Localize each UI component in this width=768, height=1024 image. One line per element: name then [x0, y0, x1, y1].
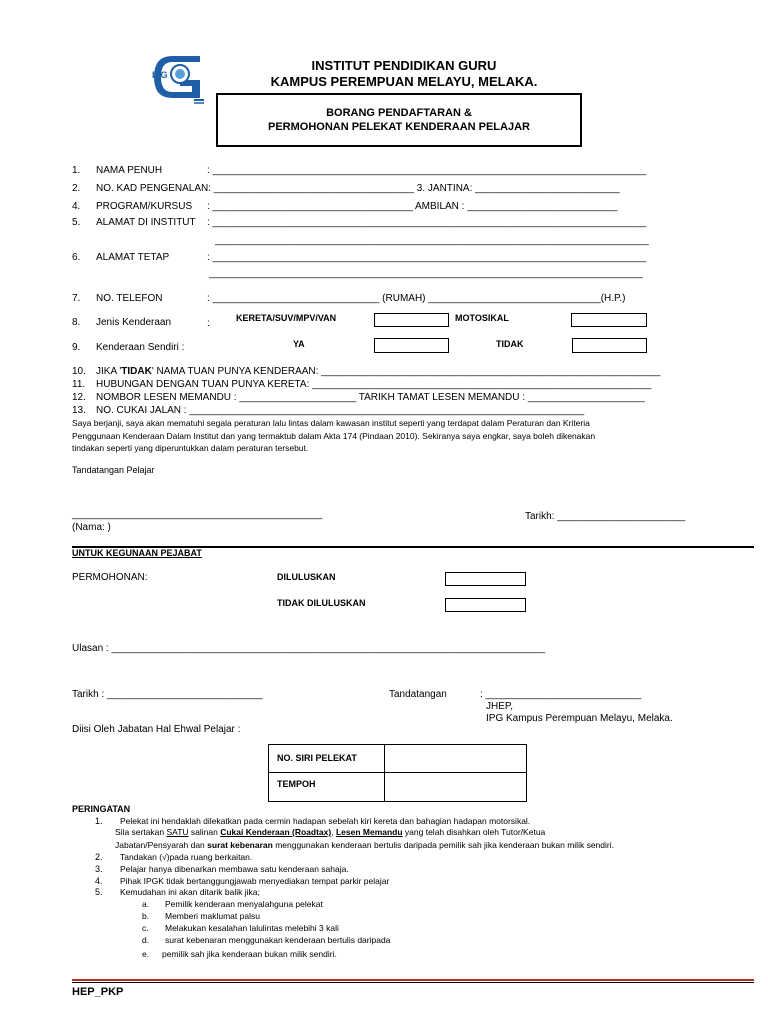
field-program-label: PROGRAM/KURSUS — [96, 201, 193, 212]
checkbox-yes[interactable] — [374, 338, 449, 353]
n1-c: , — [331, 827, 336, 837]
field-name-label: NAMA PENUH — [96, 165, 163, 176]
footer-rule-black — [72, 982, 754, 983]
rejected-label: TIDAK DILULUSKAN — [277, 598, 366, 608]
institute-name: INSTITUT PENDIDIKAN GURU — [311, 58, 497, 73]
field-owner-name-line[interactable] — [96, 366, 660, 377]
n1-f: menggunakan kenderaan bertulis daripada pemilik sah jika kenderaan bukan milik sendiri. — [272, 840, 614, 850]
note-1-num: 1. — [95, 816, 103, 826]
form-title-line2: PERMOHONAN PELEKAT KENDERAAN PELAJAR — [268, 121, 530, 133]
note-5a-letter: a. — [142, 899, 150, 909]
office-signature-line[interactable]: : ____________________________ — [480, 689, 642, 700]
sticker-serial-value[interactable] — [386, 747, 522, 771]
signature-line[interactable]: _____________________________________________ — [72, 509, 323, 520]
note-5e-letter: e. — [142, 949, 150, 959]
n1-surat: surat kebenaran — [207, 840, 273, 850]
field-name-input[interactable]: : ______________________________________________________________________________ — [207, 165, 647, 176]
note-5-num: 5. — [95, 887, 103, 897]
field-institute-address-input[interactable]: : ______________________________________________________________________________ — [207, 217, 647, 228]
office-signature-label: Tandatangan — [389, 689, 447, 700]
field-9-num: 9. — [72, 342, 81, 353]
note-3: Pelajar hanya dibenarkan membawa satu kenderaan sahaja. — [120, 864, 349, 874]
field-owner-relation-line[interactable]: HUBUNGAN DENGAN TUAN PUNYA KERETA: _____________________________________________________________ — [96, 379, 652, 390]
office-heading: UNTUK KEGUNAAN PEJABAT — [72, 548, 202, 558]
owner-pre: JIKA ' — [96, 366, 122, 377]
n1-lesen: Lesen Memandu — [335, 827, 403, 837]
declaration-line-1: Saya berjanji, saya akan mematuhi segala peraturan lalu lintas dalam kawasan institut seperti yang terdapat dalam Peraturan dan Kriteria — [72, 418, 590, 428]
approved-label: DILULUSKAN — [277, 572, 336, 582]
declaration-line-3: tindakan seperti yang diperuntukkan dalam peraturan tersebut. — [72, 443, 309, 453]
note-3-num: 3. — [95, 864, 103, 874]
note-5d-letter: d. — [142, 935, 150, 945]
field-permanent-address-input[interactable]: : ______________________________________________________________________________ — [207, 252, 647, 263]
field-2-num: 2. — [72, 183, 81, 194]
field-vehicle-type-label: Jenis Kenderaan — [96, 317, 172, 328]
declaration-line-2: Penggunaan Kenderaan Dalam Institut dan yang termaktub dalam Akta 174 (Pindaan 2010). Sekiranya saya engkar, saya boleh dikenakan — [72, 431, 596, 441]
field-institute-address-label: ALAMAT DI INSTITUT — [96, 217, 196, 228]
checkbox-no[interactable] — [572, 338, 647, 353]
sticker-table — [268, 744, 527, 802]
field-4-num: 4. — [72, 201, 81, 212]
note-5b: Memberi maklumat palsu — [165, 911, 260, 921]
application-label: PERMOHONAN: — [72, 572, 148, 583]
note-2-num: 2. — [95, 852, 103, 862]
remarks-line[interactable]: Ulasan : ______________________________________________________________________________ — [72, 643, 546, 654]
signature-label: Tandatangan Pelajar — [72, 465, 155, 475]
note-4-num: 4. — [95, 876, 103, 886]
field-institute-address-input-2[interactable]: ______________________________________________________________________________ — [215, 235, 649, 246]
field-vehicle-type-colon: : — [207, 318, 210, 329]
checkbox-approved[interactable] — [445, 572, 526, 586]
field-phone-label: NO. TELEFON — [96, 293, 163, 304]
field-permanent-address-input-2[interactable]: ______________________________________________________________________________ — [209, 268, 643, 279]
note-2: Tandakan (√)pada ruang berkaitan. — [120, 852, 253, 862]
n1-cukai: Cukai Kenderaan (Roadtax) — [220, 827, 332, 837]
field-ic-gender-line[interactable]: NO. KAD PENGENALAN: ____________________________________ 3. JANTINA: __________________________ — [96, 183, 620, 194]
option-yes: YA — [293, 339, 305, 349]
notes-heading: PERINGATAN — [72, 804, 131, 814]
filled-by-label: Diisi Oleh Jabatan Hal Ehwal Pelajar : — [72, 724, 241, 735]
note-1-line1: Pelekat ini hendaklah dilekatkan pada cermin hadapan sebelah kiri kereta dan bahagian hadapan motorsikal. — [120, 816, 531, 826]
form-title-box — [216, 93, 582, 147]
field-10-num: 10. — [72, 366, 86, 377]
note-5c-letter: c. — [142, 923, 149, 933]
owner-tidak: TIDAK — [121, 366, 152, 377]
field-7-num: 7. — [72, 293, 81, 304]
field-own-vehicle-label: Kenderaan Sendiri : — [96, 342, 185, 353]
field-12-num: 12. — [72, 392, 86, 403]
field-program-input[interactable]: : ____________________________________ AMBILAN : ___________________________ — [207, 201, 618, 212]
note-4: Pihak IPGK tidak bertanggungjawab menyediakan tempat parkir pelajar — [120, 876, 390, 886]
sticker-table-hline — [269, 772, 526, 773]
field-6-num: 6. — [72, 252, 81, 263]
field-5-num: 5. — [72, 217, 81, 228]
signature-date[interactable]: Tarikh: _______________________ — [525, 511, 686, 522]
note-1-line3 — [115, 840, 614, 850]
checkbox-motorcycle[interactable] — [571, 313, 647, 327]
note-5c: Melakukan kesalahan lalulintas melebihi 3 kali — [165, 923, 339, 933]
n1-e: Jabatan/Pensyarah dan — [115, 840, 208, 850]
n1-b: salinan — [188, 827, 221, 837]
field-license-line[interactable]: NOMBOR LESEN MEMANDU : _____________________ TARIKH TAMAT LESEN MEMANDU : _____________________ — [96, 392, 645, 403]
note-5e: pemilik sah jika kenderaan bukan milik sendiri. — [162, 949, 337, 959]
field-phone-input[interactable]: : ______________________________ (RUMAH) _______________________________(H.P.) — [207, 293, 626, 304]
sticker-period-label: TEMPOH — [277, 779, 316, 789]
field-11-num: 11. — [72, 379, 86, 390]
field-roadtax-line[interactable]: NO. CUKAI JALAN : _______________________________________________________________________ — [96, 405, 585, 416]
note-5: Kemudahan ini akan ditarik balik jika; — [120, 887, 260, 897]
n1-d: yang telah disahkan oleh Tutor/Ketua — [402, 827, 546, 837]
note-5b-letter: b. — [142, 911, 150, 921]
field-13-num: 13. — [72, 405, 86, 416]
note-5a: Pemilik kenderaan menyalahguna pelekat — [165, 899, 323, 909]
note-1-line2 — [115, 827, 545, 837]
signature-name[interactable]: (Nama: ) — [72, 522, 111, 533]
form-title-line1: BORANG PENDAFTARAN & — [326, 107, 472, 119]
footer-rule-red — [72, 979, 754, 981]
checkbox-car[interactable] — [374, 313, 449, 327]
jhep-label: JHEP, — [486, 701, 514, 712]
office-date-line[interactable]: Tarikh : ____________________________ — [72, 689, 263, 700]
field-8-num: 8. — [72, 317, 81, 328]
n1-a: Sila sertakan — [115, 827, 167, 837]
footer-code: HEP_PKP — [72, 986, 124, 998]
field-1-num: 1. — [72, 165, 81, 176]
option-car: KERETA/SUV/MPV/VAN — [236, 313, 337, 323]
sticker-period-value[interactable] — [386, 774, 522, 799]
field-permanent-address-label: ALAMAT TETAP — [96, 252, 170, 263]
checkbox-rejected[interactable] — [445, 598, 526, 612]
logo-text: IPG — [152, 70, 168, 80]
note-5d: surat kebenaran menggunakan kenderaan bertulis daripada — [165, 935, 391, 945]
n1-satu: SATU — [166, 827, 189, 837]
jhep-place: IPG Kampus Perempuan Melayu, Melaka. — [486, 713, 673, 724]
sticker-serial-label: NO. SIRI PELEKAT — [277, 753, 357, 763]
campus-name: KAMPUS PEREMPUAN MELAYU, MELAKA. — [270, 74, 538, 89]
sticker-table-vline — [384, 745, 385, 801]
owner-post: ' NAMA TUAN PUNYA KENDERAAN: _____________________________________________________________ — [151, 366, 661, 377]
option-motorcycle: MOTOSIKAL — [455, 313, 509, 323]
option-no: TIDAK — [496, 339, 524, 349]
